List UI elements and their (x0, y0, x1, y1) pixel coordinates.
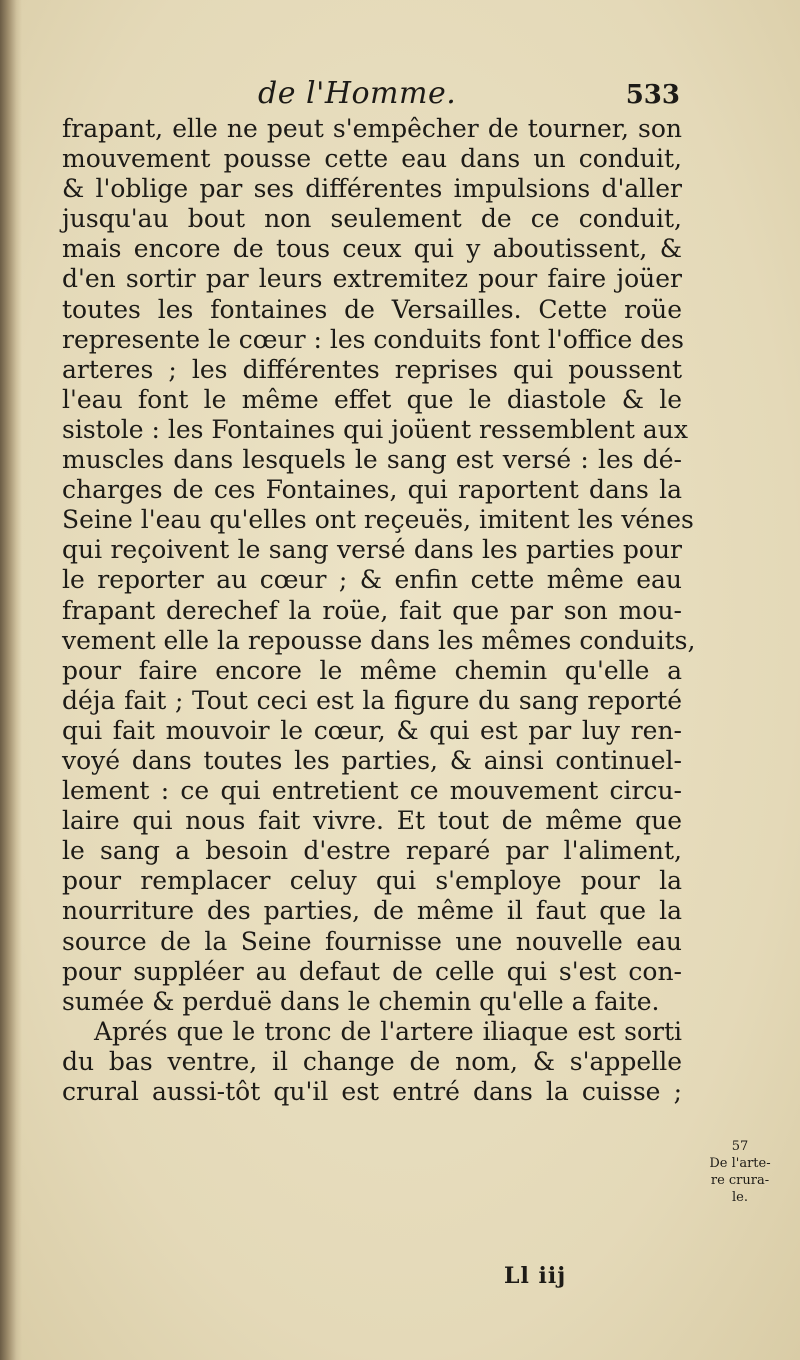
text-line: vement elle la repousse dans les mêmes conduits, (62, 625, 696, 655)
margin-note (690, 1138, 790, 1206)
text-line: laire qui nous fait vivre. Et tout de même que (62, 806, 682, 836)
running-title: de l'Homme. (258, 76, 457, 111)
margin-note-line: De l'arte- (709, 1156, 771, 1171)
text-line: pour remplacer celuy qui s'employe pour la (62, 866, 682, 896)
text-line: Aprés que le tronc de l'artere iliaque est sorti (94, 1016, 682, 1046)
text-line: l'eau font le même effet que le diastole & le (62, 384, 682, 414)
text-line: mais encore de tous ceux qui y aboutissent, & (62, 234, 682, 264)
text-line: sumée & perduë dans le chemin qu'elle a faite. (62, 986, 660, 1016)
text-line: pour suppléer au defaut de celle qui s'est con- (62, 956, 682, 986)
page-number: 533 (625, 80, 680, 110)
text-line: Seine l'eau qu'elles ont reçeuës, imitent les vénes (62, 505, 694, 535)
text-line: jusqu'au bout non seulement de ce conduit, (62, 204, 682, 234)
text-line: pour faire encore le même chemin qu'elle a (62, 655, 682, 685)
text-line: frapant, elle ne peut s'empêcher de tourner, son (62, 114, 682, 143)
text-line: sistole : les Fontaines qui joüent ressemblent aux (62, 414, 688, 444)
body-text (62, 114, 696, 1107)
text-line: qui reçoivent le sang versé dans les parties pour (62, 535, 682, 565)
text-line: crural aussi-tôt qu'il est entré dans la cuisse ; (62, 1077, 682, 1106)
text-line: nourriture des parties, de même il faut que la (62, 896, 682, 926)
text-line: déja fait ; Tout ceci est la figure du sang reporté (62, 685, 682, 715)
text-line: le reporter au cœur ; & enfin cette même eau (62, 565, 682, 595)
text-line: muscles dans lesquels le sang est versé : les dé- (62, 445, 682, 475)
text-line: d'en sortir par leurs extremitez pour faire joüer (62, 264, 682, 294)
text-line: arteres ; les différentes reprises qui poussent (62, 354, 682, 384)
text-line: toutes les fontaines de Versailles. Cette roüe (62, 294, 682, 324)
signature-mark: Ll iij (504, 1263, 567, 1289)
text-line: represente le cœur : les conduits font l'office des (62, 324, 684, 354)
binding-gutter (0, 0, 22, 1360)
text-line: source de la Seine fournisse une nouvelle eau (62, 926, 682, 956)
text-line: frapant derechef la roüe, fait que par son mou- (62, 595, 682, 625)
text-line: le sang a besoin d'estre reparé par l'aliment, (62, 836, 682, 866)
text-line: mouvement pousse cette eau dans un conduit, (62, 144, 682, 174)
page-header (62, 76, 680, 116)
text-line: qui fait mouvoir le cœur, & qui est par luy ren- (62, 715, 682, 745)
text-line: & l'oblige par ses différentes impulsions d'aller (62, 174, 682, 204)
text-line: voyé dans toutes les parties, & ainsi continuel- (62, 745, 682, 775)
text-line: charges de ces Fontaines, qui raportent dans la (62, 475, 682, 505)
margin-note-line: le. (732, 1190, 748, 1205)
text-line: du bas ventre, il change de nom, & s'appelle (62, 1046, 682, 1076)
margin-note-number: 57 (731, 1139, 749, 1154)
margin-note-line: re crura- (710, 1173, 770, 1188)
text-line: lement : ce qui entretient ce mouvement circu- (62, 776, 682, 806)
